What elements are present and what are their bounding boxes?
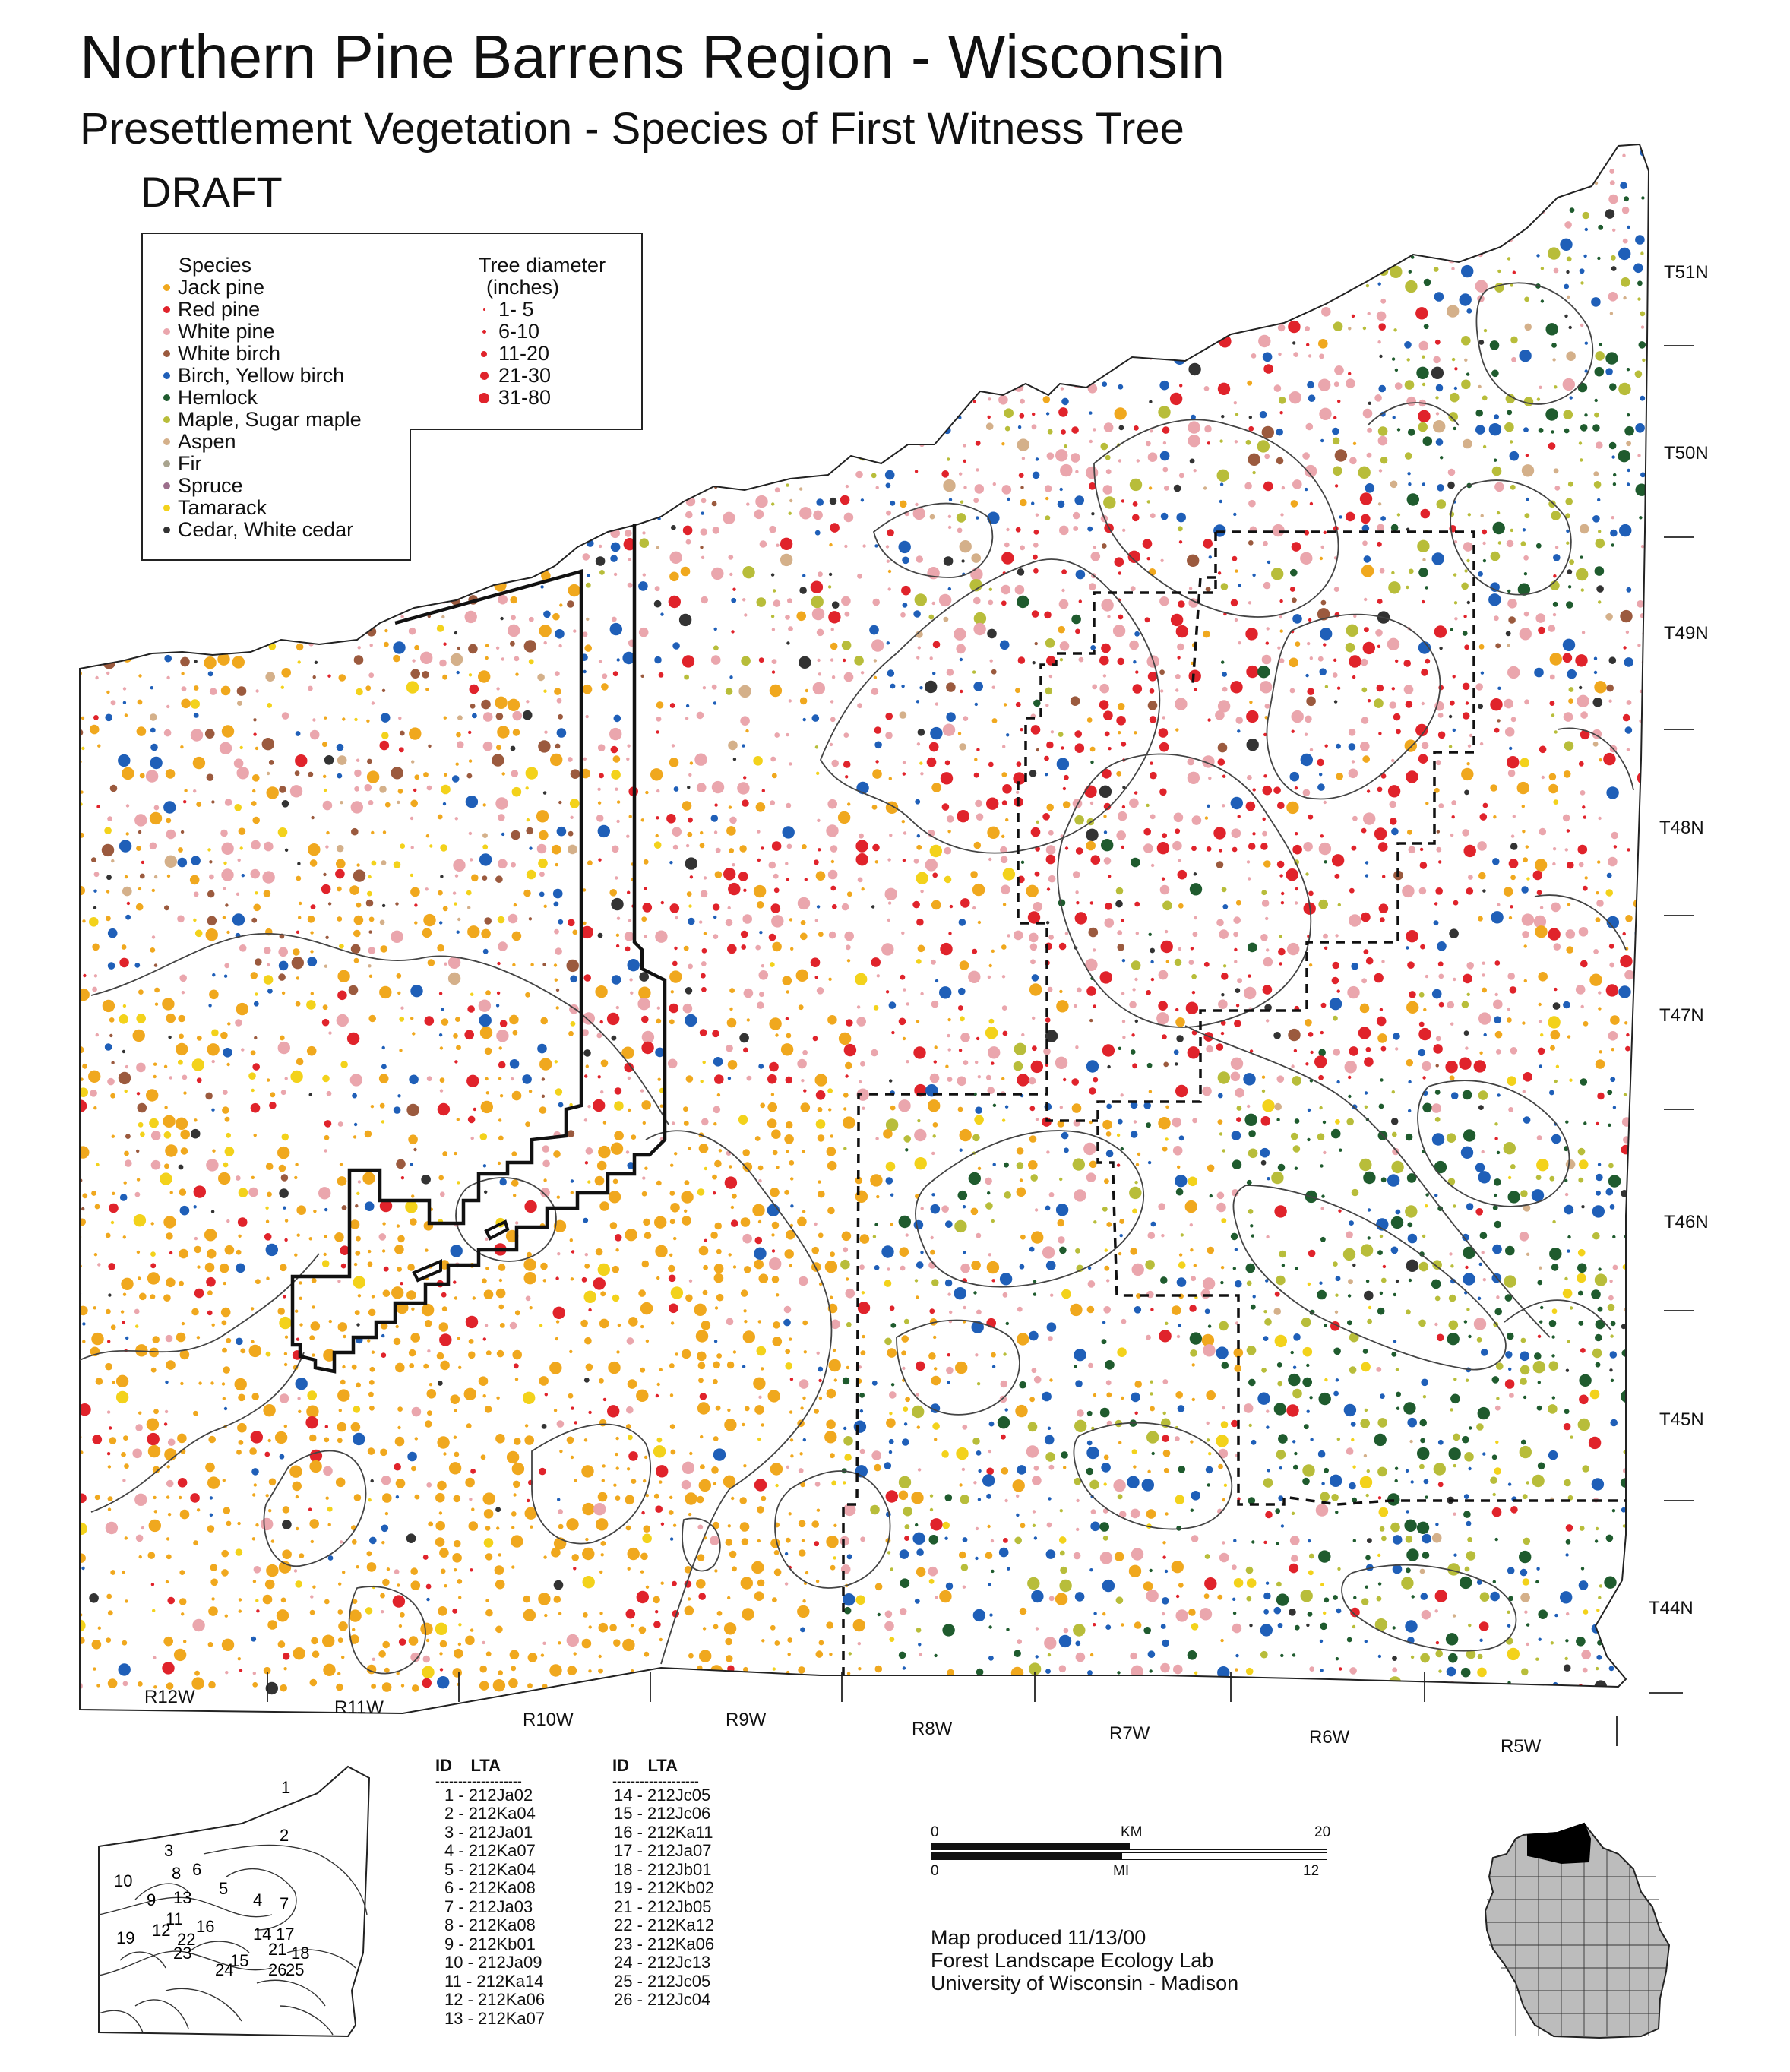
map-title: Northern Pine Barrens Region - Wisconsin bbox=[80, 23, 1225, 90]
legend-diameter-item bbox=[480, 343, 606, 365]
lta-table-row: 9 - 212Kb01 bbox=[444, 1934, 536, 1953]
diameter-size-icon bbox=[481, 351, 487, 357]
legend-diameter bbox=[479, 255, 606, 409]
inset-lta-label: 14 bbox=[253, 1925, 272, 1944]
lta-table-row: 12 - 212Ka06 bbox=[444, 1990, 546, 2009]
inset-lta-label: 24 bbox=[215, 1960, 234, 1979]
inset-lta-label: 9 bbox=[147, 1890, 157, 1909]
lta-table-row: 17 - 212Ja07 bbox=[614, 1841, 712, 1860]
legend-species-label: Cedar, White cedar bbox=[178, 518, 354, 541]
lta-table-col1 bbox=[435, 1757, 545, 2028]
lta-lta-header: LTA bbox=[470, 1756, 501, 1775]
legend-species-item bbox=[163, 497, 362, 519]
inset-lta-label: 8 bbox=[172, 1864, 182, 1883]
range-label: R8W bbox=[912, 1719, 953, 1739]
range-label: R6W bbox=[1309, 1727, 1350, 1748]
legend-species-label: Jack pine bbox=[178, 276, 265, 299]
inset-lta-label: 23 bbox=[173, 1944, 192, 1963]
legend-diameter-label: 21-30 bbox=[498, 364, 552, 387]
township-label: T44N bbox=[1649, 1598, 1694, 1618]
lta-table-row: 7 - 212Ja03 bbox=[444, 1896, 533, 1916]
lta-id-header: ID bbox=[435, 1756, 452, 1775]
inset-lta-label: 5 bbox=[219, 1879, 229, 1898]
legend-swatch-icon bbox=[163, 372, 170, 379]
legend-swatch-icon bbox=[163, 350, 170, 357]
inset-lta-label: 1 bbox=[281, 1778, 291, 1797]
legend-species-item bbox=[163, 343, 362, 365]
diameter-size-icon bbox=[482, 330, 486, 334]
range-label: R12W bbox=[144, 1687, 195, 1707]
scale-km-label: KM bbox=[1121, 1824, 1143, 1840]
lta-divider: ------------------- bbox=[435, 1773, 522, 1789]
scale-bar-km bbox=[931, 1824, 1333, 1855]
township-label: T50N bbox=[1664, 443, 1709, 463]
scale-km-zero: 0 bbox=[931, 1824, 939, 1840]
legend-diameter-label: 6-10 bbox=[498, 320, 540, 343]
lta-table-row: 22 - 212Ka12 bbox=[614, 1915, 715, 1934]
legend-species-item bbox=[163, 277, 362, 299]
legend-diameter-label: 11-20 bbox=[498, 342, 550, 365]
inset-lta-label: 21 bbox=[268, 1940, 287, 1959]
legend-species-label: Tamarack bbox=[178, 496, 267, 519]
inset-lta-label: 2 bbox=[280, 1826, 289, 1845]
inset-lta-label: 18 bbox=[291, 1944, 310, 1963]
credits-date: Map produced 11/13/00 bbox=[931, 1926, 1146, 1949]
lta-id-header: ID bbox=[612, 1756, 629, 1775]
legend-swatch-icon bbox=[163, 416, 170, 423]
inset-lta-label: 3 bbox=[164, 1841, 174, 1860]
lta-inset-map bbox=[90, 1763, 378, 2051]
legend-species-item bbox=[163, 365, 362, 387]
township-label: T47N bbox=[1659, 1005, 1704, 1026]
legend-species-item bbox=[163, 321, 362, 343]
legend-species-label: White pine bbox=[178, 320, 275, 343]
lta-table-row: 23 - 212Ka06 bbox=[614, 1934, 715, 1953]
legend-swatch-icon bbox=[163, 460, 170, 467]
lta-divider: ------------------- bbox=[612, 1773, 699, 1789]
lta-table-row: 2 - 212Ka04 bbox=[444, 1804, 536, 1823]
legend-species-title: Species bbox=[179, 254, 252, 277]
legend-swatch-icon bbox=[163, 394, 170, 401]
legend-diameter-units: (inches) bbox=[486, 276, 560, 299]
legend-swatch-icon bbox=[163, 482, 170, 489]
legend-diameter-item bbox=[480, 321, 606, 343]
legend-species-label: Hemlock bbox=[178, 386, 258, 409]
range-label: R5W bbox=[1501, 1736, 1542, 1757]
lta-table-row: 25 - 212Jc05 bbox=[614, 1971, 711, 1991]
diameter-size-icon bbox=[483, 308, 485, 311]
study-region-highlight bbox=[1528, 1824, 1590, 1863]
lta-table-row: 18 - 212Jb01 bbox=[614, 1859, 712, 1879]
lta-table-row: 3 - 212Ja01 bbox=[444, 1822, 533, 1842]
inset-lta-label: 26 bbox=[268, 1960, 287, 1979]
legend-species-label: White birch bbox=[178, 342, 281, 365]
scale-mi-zero: 0 bbox=[931, 1863, 939, 1879]
lta-table-row: 5 - 212Ka04 bbox=[444, 1859, 536, 1879]
range-label: R9W bbox=[726, 1710, 767, 1730]
legend-species-item bbox=[163, 409, 362, 431]
inset-lta-label: 13 bbox=[173, 1888, 192, 1907]
range-label: R11W bbox=[334, 1697, 384, 1718]
lta-table-row: 6 - 212Ka08 bbox=[444, 1878, 536, 1897]
credits-lab: Forest Landscape Ecology Lab bbox=[931, 1949, 1214, 1972]
legend-species-item bbox=[163, 299, 362, 321]
legend-diameter-title: Tree diameter bbox=[479, 254, 606, 277]
study-area-boundary bbox=[293, 524, 665, 1371]
scale-km-max: 20 bbox=[1314, 1824, 1331, 1840]
inset-lta-label: 4 bbox=[253, 1890, 263, 1909]
legend-diameter-item bbox=[480, 299, 606, 321]
inset-lta-label: 25 bbox=[286, 1960, 305, 1979]
legend-species-label: Fir bbox=[178, 452, 202, 475]
legend-swatch-icon bbox=[163, 505, 170, 511]
credits-university: University of Wisconsin - Madison bbox=[931, 1972, 1239, 1994]
wisconsin-locator-map bbox=[1470, 1808, 1683, 2059]
lta-table-row: 19 - 212Kb02 bbox=[614, 1878, 715, 1897]
diameter-size-icon bbox=[480, 372, 489, 380]
lta-table-row: 10 - 212Ja09 bbox=[444, 1953, 542, 1972]
inset-lta-label: 19 bbox=[116, 1928, 135, 1947]
legend-swatch-icon bbox=[163, 527, 170, 533]
lta-table-row: 8 - 212Ka08 bbox=[444, 1915, 536, 1934]
legend-species-label: Spruce bbox=[178, 474, 243, 497]
legend-species-item bbox=[163, 387, 362, 409]
range-label: R7W bbox=[1109, 1723, 1150, 1744]
lta-table-col2 bbox=[612, 1757, 714, 2010]
lta-table-row: 24 - 212Jc13 bbox=[614, 1953, 711, 1972]
legend-species-item bbox=[163, 453, 362, 475]
inset-lta-label: 7 bbox=[280, 1894, 289, 1913]
lta-table-row: 21 - 212Jb05 bbox=[614, 1896, 712, 1916]
inset-lta-label: 10 bbox=[114, 1871, 133, 1890]
inset-lta-label: 11 bbox=[166, 1909, 183, 1928]
legend-species-label: Birch, Yellow birch bbox=[178, 364, 345, 387]
scale-mi-label: MI bbox=[1113, 1863, 1130, 1879]
township-label: T49N bbox=[1664, 623, 1709, 644]
legend-diameter-item bbox=[480, 365, 606, 387]
legend-diameter-label: 1- 5 bbox=[498, 298, 534, 321]
lta-table-row: 4 - 212Ka07 bbox=[444, 1841, 536, 1860]
township-label: T45N bbox=[1659, 1409, 1704, 1430]
township-label: T46N bbox=[1664, 1212, 1709, 1232]
legend-species-item bbox=[163, 519, 362, 541]
legend-diameter-label: 31-80 bbox=[498, 386, 552, 409]
diameter-size-icon bbox=[479, 393, 489, 403]
inset-lta-label: 17 bbox=[276, 1925, 295, 1944]
lta-table-row: 15 - 212Jc06 bbox=[614, 1804, 711, 1823]
legend-species-label: Red pine bbox=[178, 298, 261, 321]
legend-swatch-icon bbox=[163, 438, 170, 445]
inset-lta-label: 6 bbox=[192, 1860, 202, 1879]
inset-lta-label: 12 bbox=[152, 1921, 171, 1940]
lta-table-row: 13 - 212Ka07 bbox=[444, 2008, 546, 2028]
lta-table-row: 14 - 212Jc05 bbox=[614, 1785, 711, 1805]
lta-table-row: 1 - 212Ja02 bbox=[444, 1785, 533, 1805]
scale-mi-max: 12 bbox=[1303, 1863, 1320, 1879]
lta-table-row: 16 - 212Ka11 bbox=[614, 1822, 713, 1842]
legend-species-label: Aspen bbox=[178, 430, 236, 453]
study-area-notch-2 bbox=[414, 1261, 441, 1280]
lta-lta-header: LTA bbox=[647, 1756, 678, 1775]
legend-species-label: Maple, Sugar maple bbox=[178, 408, 362, 431]
lta-table-row: 26 - 212Jc04 bbox=[614, 1990, 711, 2009]
range-label: R10W bbox=[523, 1710, 574, 1730]
inset-lta-label: 16 bbox=[196, 1917, 215, 1936]
draft-label: DRAFT bbox=[141, 168, 283, 216]
township-label: T48N bbox=[1659, 818, 1704, 838]
map-credits bbox=[931, 1926, 1238, 1994]
scale-bar-mi bbox=[931, 1852, 1333, 1883]
lta-table-row: 11 - 212Ka14 bbox=[444, 1971, 544, 1991]
legend-diameter-item bbox=[480, 387, 606, 409]
map-subtitle: Presettlement Vegetation - Species of First Witness Tree bbox=[80, 104, 1184, 153]
legend-swatch-icon bbox=[163, 306, 170, 313]
township-label: T51N bbox=[1664, 262, 1709, 283]
legend-swatch-icon bbox=[163, 328, 170, 335]
legend-swatch-icon bbox=[163, 284, 170, 291]
legend-species bbox=[163, 255, 362, 541]
legend-species-item bbox=[163, 431, 362, 453]
legend-species-item bbox=[163, 475, 362, 497]
inset-lta-label: 15 bbox=[230, 1951, 249, 1970]
inset-lta-label: 22 bbox=[177, 1930, 196, 1949]
